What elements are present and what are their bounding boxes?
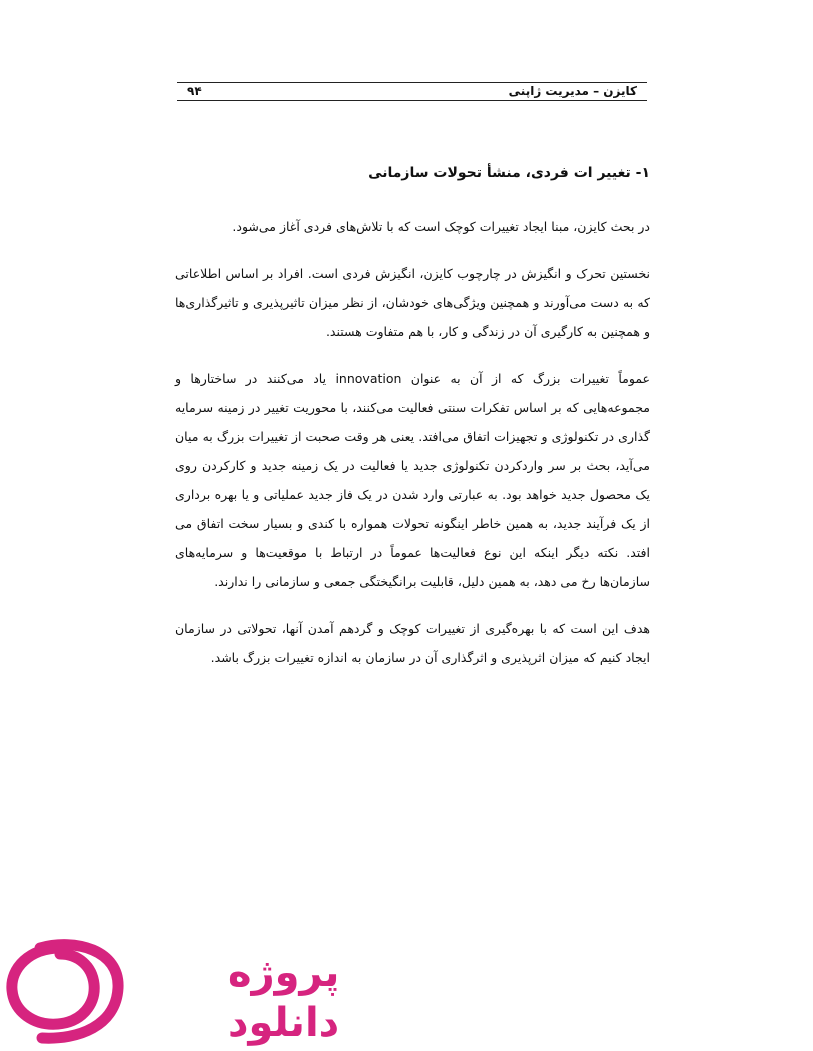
running-title: کایزن – مدیریت ژاپنی: [508, 84, 637, 98]
section-heading: ۱- تغییر ات فردی، منشأ تحولات سازمانی: [368, 165, 650, 181]
page-header: [177, 72, 647, 101]
paragraph-1: در بحث کایزن، مبنا ایجاد تغییرات کوچک است که با تلاش‌های فردی آغاز می‌شود.: [232, 219, 650, 234]
paragraph-3: عموماً تغییرات بزرگ که از آن به عنوان innovation یاد می‌کنند در ساختارها و مجموعه‌هایی که بر اساس تفکرات سنتی فعالیت می‌کنند، با محوریت تغییر در زمینه سرمایه گذاری در تکنولوژی و تجهیزات اتفاق می‌افتد. یعنی هر وقت صحبت از تغییرات بزرگ به میان می‌آید، بحث بر سر واردکردن تکنولوژی جدید یا فعالیت در یک زمینه جدید و کارکردن روی یک محصول جدید خواهد بود. به عبارتی وارد شدن در یک فاز جدید عملیاتی و یا بهره برداری از یک فرآیند جدید، به همین خاطر اینگونه تحولات همواره با کندی و بسیار سخت اتفاق می افتد. نکته دیگر اینکه این نوع فعالیت‌ها عموماً در ارتباط با موقعیت‌ها و سرمایه‌های سازمان‌ها رخ می دهد، به همین دلیل، قابلیت برانگیختگی جمعی و سازمانی را ندارند.: [175, 371, 651, 589]
watermark-line-1: پروژه: [228, 950, 340, 996]
page-number: ۹۴: [187, 84, 202, 98]
paragraph-4: هدف این است که با بهره‌گیری از تغییرات کوچک و گردهم آمدن آنها، تحولاتی در سازمان ایجاد کنیم که میزان اثرپذیری و اثرگذاری آن در سازمان به اندازه تغییرات بزرگ باشد.: [175, 621, 650, 665]
paragraph-2: نخستین تحرک و انگیزش در چارچوب کایزن، انگیزش فردی است. افراد بر اساس اطلاعاتی که به دست می‌آورند و همچنین ویژگی‌های خودشان، از نظر میزان تاثیرپذیری و تاثیرگذاری‌ها و همچنین به کارگیری آن در زندگی و کار، با هم متفاوت هستند.: [175, 266, 650, 339]
header-rule: [177, 82, 647, 83]
logo-mark-icon: [12, 945, 118, 1039]
page-body: [175, 160, 650, 690]
watermark-line-2: دانلود: [228, 1000, 340, 1046]
watermark-logo: [0, 928, 340, 1051]
